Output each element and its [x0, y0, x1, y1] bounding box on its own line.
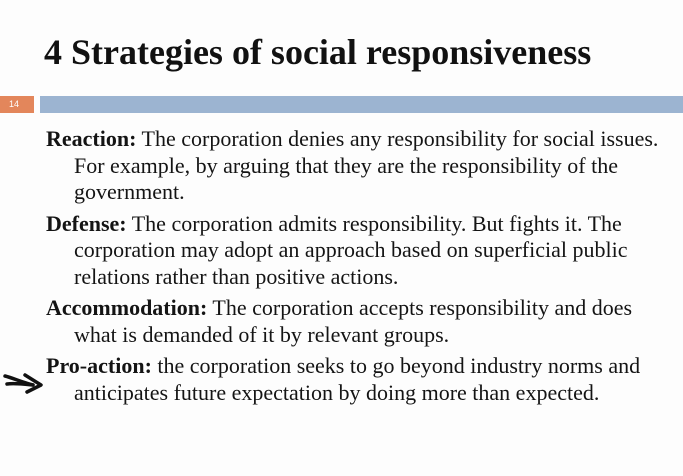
strategy-list: [46, 126, 676, 411]
term-label: Pro-action:: [46, 353, 152, 378]
term-description: The corporation denies any responsibility for social issues. For example, by arguing that they are the responsibility of the government.: [74, 126, 659, 204]
slide-title: 4 Strategies of social responsiveness: [44, 32, 592, 72]
term-label: Reaction:: [46, 126, 137, 151]
term-label: Defense:: [46, 210, 127, 236]
slide-number-badge: 14: [0, 96, 34, 113]
term-label: Accommodation:: [46, 295, 208, 320]
term-description: The corporation accepts responsibility and does what is demanded of it by relevant groups.: [74, 295, 633, 347]
list-item-pro-action: [46, 353, 676, 406]
list-item-defense: [46, 211, 676, 291]
list-item-reaction: [46, 126, 676, 206]
title-divider-bar: [40, 96, 683, 113]
term-description: The corporation admits responsibility. But fights it. The corporation may adopt an approach based on superficial public relations rather than positive actions.: [74, 210, 628, 289]
term-description: the corporation seeks to go beyond industry norms and anticipates future expectation by doing more than expected.: [74, 353, 641, 405]
list-item-accommodation: [46, 295, 676, 348]
hand-drawn-arrow-icon: [3, 370, 45, 394]
